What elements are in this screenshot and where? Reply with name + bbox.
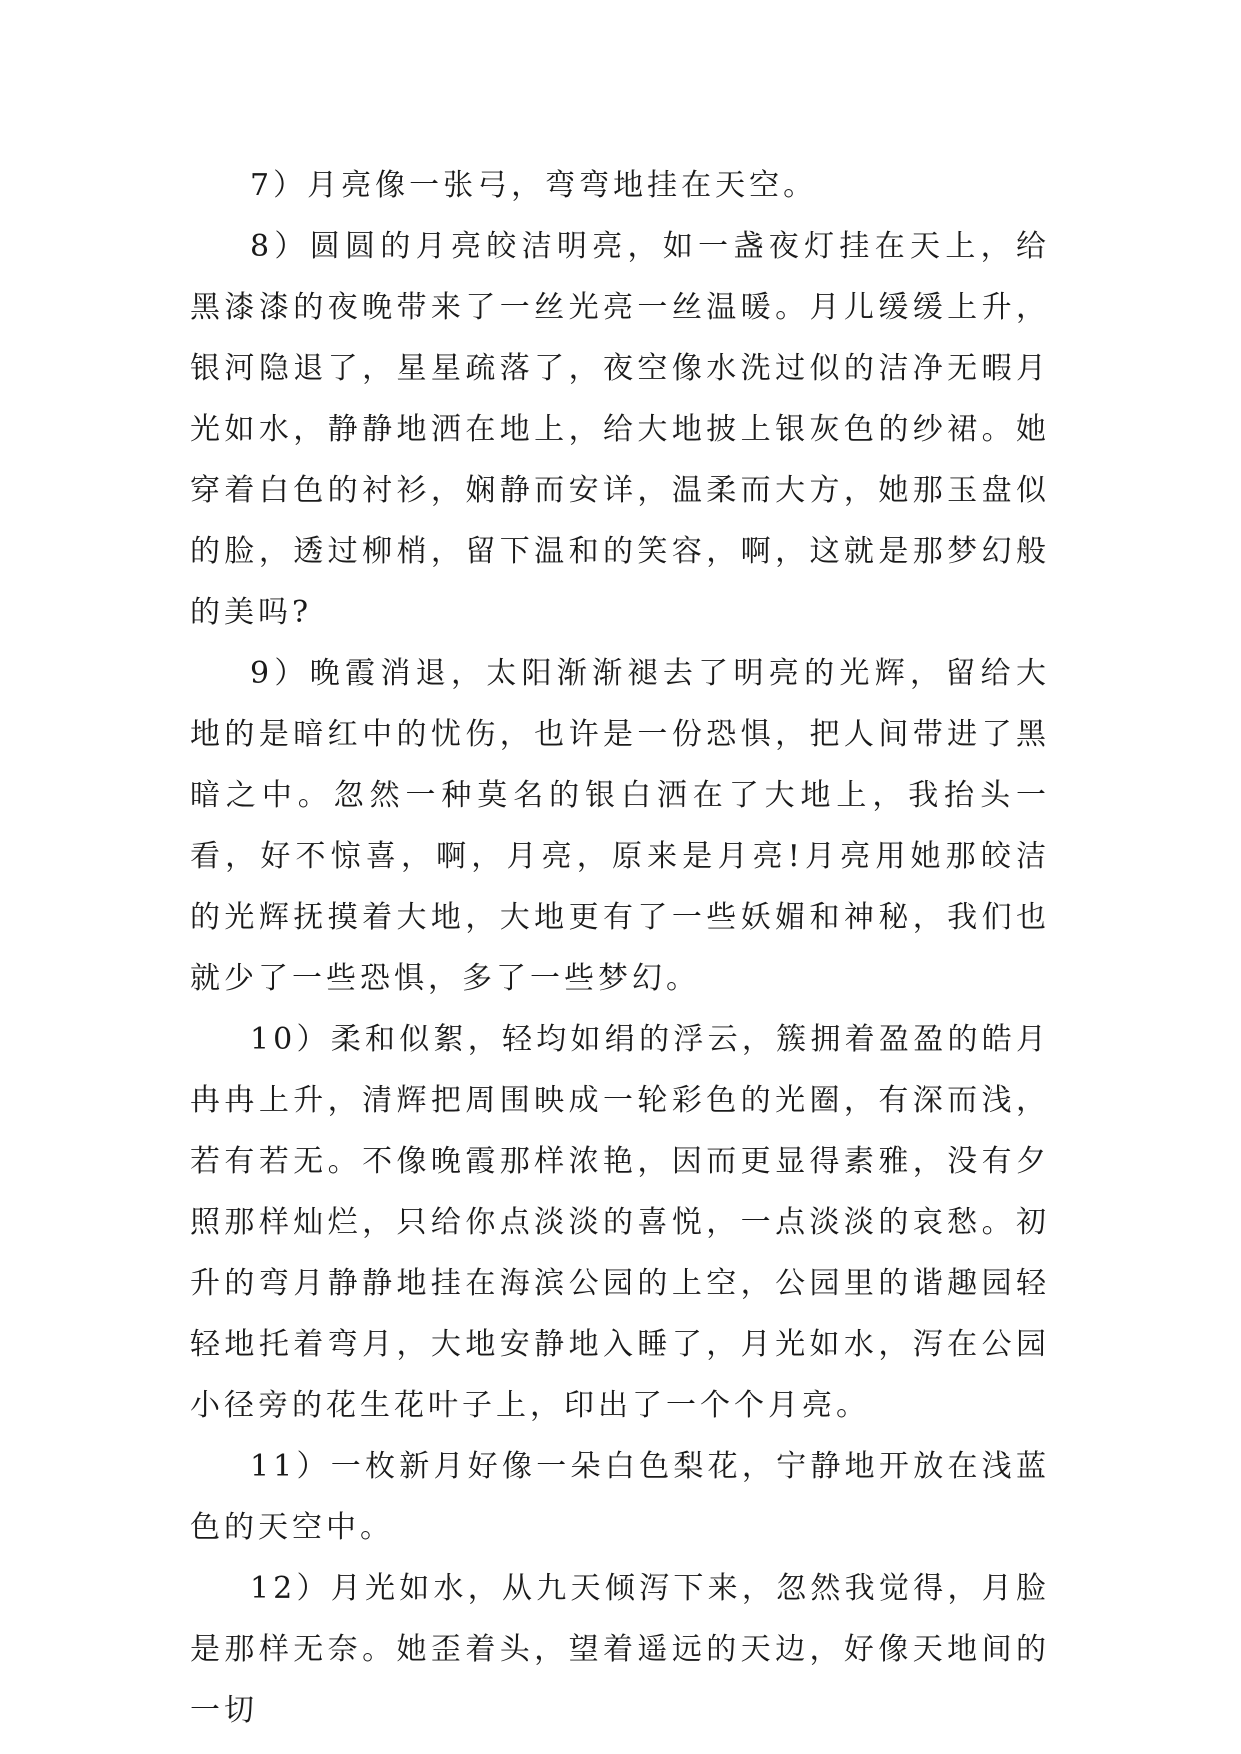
paragraph-8: 8）圆圆的月亮皎洁明亮，如一盏夜灯挂在天上，给黑漆漆的夜晚带来了一丝光亮一丝温暖。月儿缓缓上升，银河隐退了，星星疏落了，夜空像水洗过似的洁净无暇月光如水，静静地洒在地上，给大地披上银灰色的纱裙。她穿着白色的衬衫，娴静而安详，温柔而大方，她那玉盘似的脸，透过柳梢，留下温和的笑容，啊，这就是那梦幻般的美吗? bbox=[190, 229, 1050, 630]
paragraph-9: 9）晚霞消退，太阳渐渐褪去了明亮的光辉，留给大地的是暗红中的忧伤，也许是一份恐惧，把人间带进了黑暗之中。忽然一种莫名的银白洒在了大地上，我抬头一看，好不惊喜，啊，月亮，原来是月亮!月亮用她那皎洁的光辉抚摸着大地，大地更有了一些妖媚和神秘，我们也就少了一些恐惧，多了一些梦幻。 bbox=[190, 656, 1050, 996]
paragraph-10: 10）柔和似絮，轻均如绢的浮云，簇拥着盈盈的皓月冉冉上升，清辉把周围映成一轮彩色的光圈，有深而浅，若有若无。不像晚霞那样浓艳，因而更显得素雅，没有夕照那样灿烂，只给你点淡淡的喜悦，一点淡淡的哀愁。初升的弯月静静地挂在海滨公园的上空，公园里的谐趣园轻轻地托着弯月，大地安静地入睡了，月光如水，泻在公园小径旁的花生花叶子上，印出了一个个月亮。 bbox=[190, 1022, 1050, 1423]
paragraph-7: 7）月亮像一张弓，弯弯地挂在天空。 bbox=[250, 168, 818, 203]
paragraph-11: 11）一枚新月好像一朵白色梨花，宁静地开放在浅蓝色的天空中。 bbox=[190, 1449, 1050, 1545]
document-body bbox=[190, 155, 1050, 1741]
paragraph-12: 12）月光如水，从九天倾泻下来，忽然我觉得，月脸是那样无奈。她歪着头，望着遥远的天边，好像天地间的一切 bbox=[190, 1571, 1050, 1728]
